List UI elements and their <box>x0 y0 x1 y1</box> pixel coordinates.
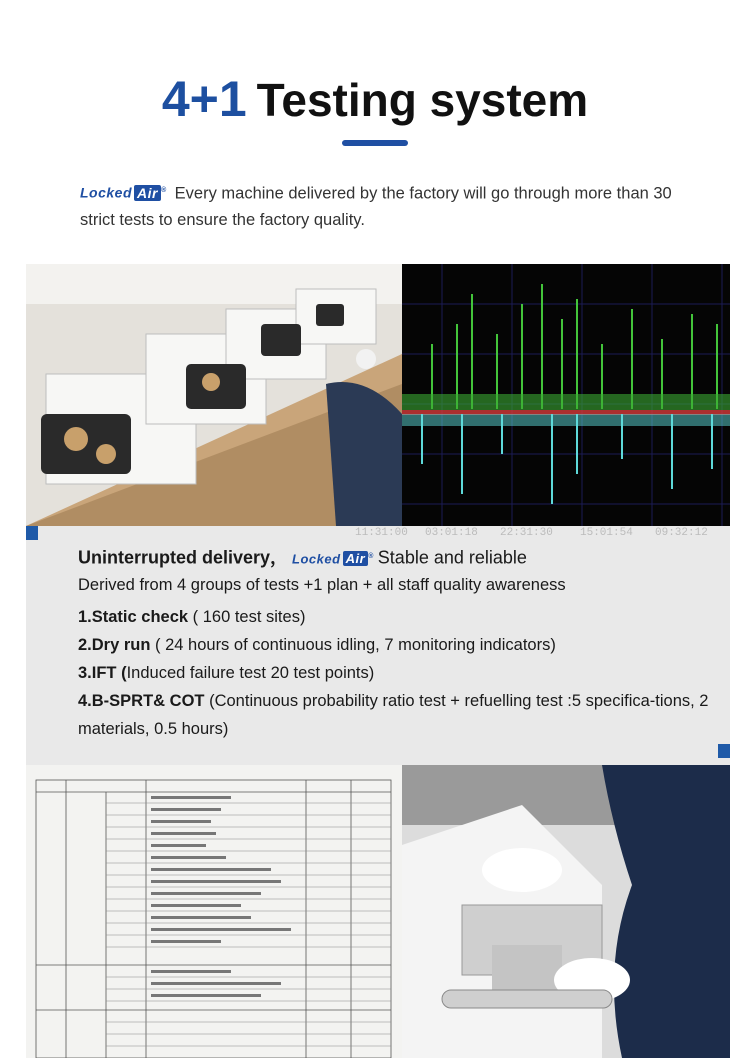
title-underline <box>342 140 408 146</box>
test-item: 1.Static check ( 160 test sites) <box>78 608 306 627</box>
scope-timestamp: 09:32:12 <box>655 527 708 539</box>
test-checklist-photo <box>26 765 402 1058</box>
scope-timestamp: 11:31:00 <box>355 527 408 539</box>
scope-timestamp: 03:01:18 <box>425 527 478 539</box>
title-text: Testing system <box>256 74 589 126</box>
scope-timestamp: 22:31:30 <box>500 527 553 539</box>
panel-headline <box>78 545 728 571</box>
oscilloscope-photo <box>402 264 730 526</box>
intro-paragraph <box>80 178 690 233</box>
factory-photo <box>26 264 402 526</box>
title-number: 4+1 <box>161 71 247 127</box>
panel-accent-bottom <box>718 744 730 758</box>
brand-logo: Locked Air ® <box>292 551 374 567</box>
panel-headline-bold: Uninterrupted delivery， <box>78 547 289 568</box>
test-item: 2.Dry run ( 24 hours of continuous idling, 7 monitoring indicators) <box>78 636 556 655</box>
intro-text: Every machine delivered by the factory will go through more than 30 strict tests to ensure the factory quality. <box>80 184 672 229</box>
panel-subline: Derived from 4 groups of tests +1 plan + all staff quality awareness <box>78 576 566 595</box>
panel-text <box>78 545 728 743</box>
panel-accent-top <box>26 526 38 540</box>
scope-timestamp: 15:01:54 <box>580 527 633 539</box>
brand-logo: Locked Air ® <box>80 184 167 201</box>
panel-headline-tail: Stable and reliable <box>377 547 527 568</box>
worker-testing-photo <box>402 765 730 1058</box>
page-title <box>0 70 750 128</box>
test-item: 3.IFT (Induced failure test 20 test points) <box>78 664 375 683</box>
test-item: 4.B-SPRT& COT (Continuous probability ratio test + refuelling test :5 specifica-tions, 2 materials, 0.5 hours) <box>78 692 709 739</box>
